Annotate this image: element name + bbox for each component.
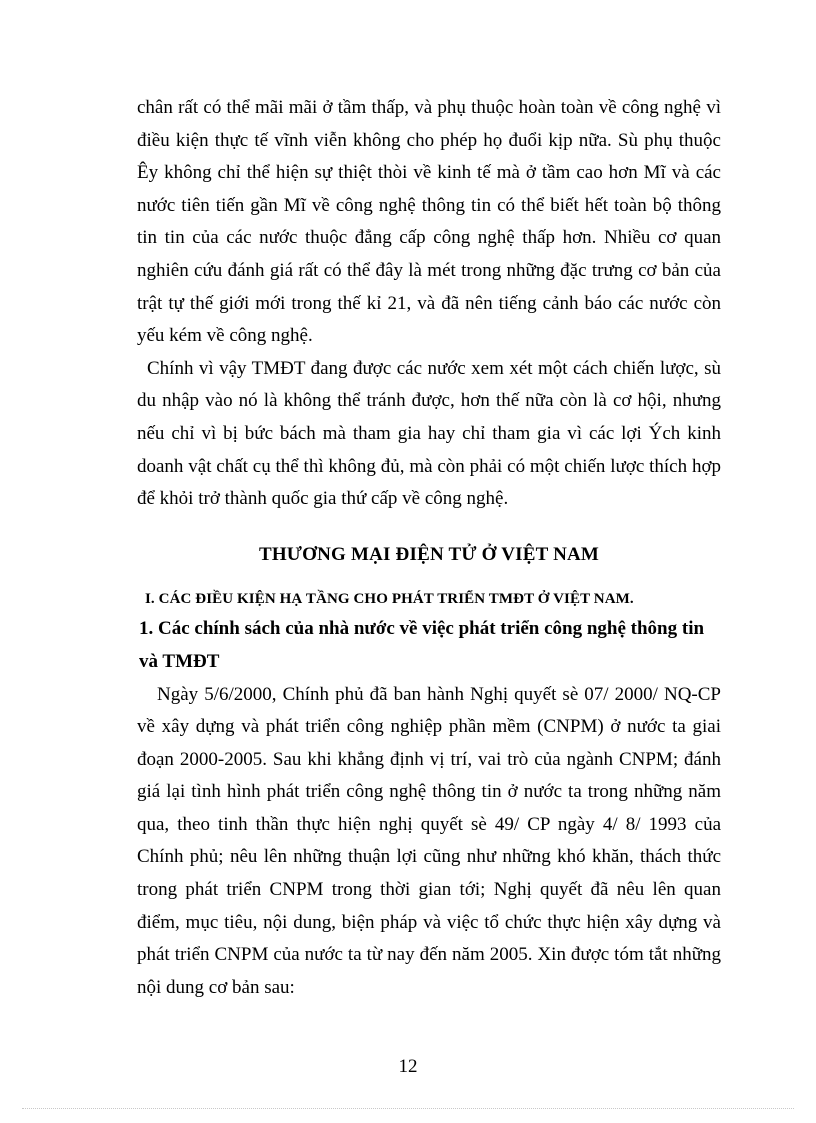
page-number: 12 xyxy=(398,1056,418,1077)
subsection-heading: 1. Các chính sách của nhà nước về việc phát triển công nghệ thông tin và TMĐT xyxy=(139,618,705,672)
chapter-heading: THƯƠNG MẠI ĐIỆN TỬ Ở VIỆT NAM xyxy=(258,543,600,565)
page-bottom-divider xyxy=(22,1108,794,1109)
body-paragraph: Chính vì vậy TMĐT đang được các nước xem xét một cách chiến lược, sù du nhập vào nó là không thể tránh được, hơn thế nữa còn là cơ hội, nhưng nếu chỉ vì bị bức bách mà tham gia hay chỉ tham gia vì các lợi Ých kinh doanh vật chất cụ thể thì không đủ, mà còn phải có một chiến lược thích hợp để khỏi trở thành quốc gia thứ cấp về công nghệ. xyxy=(137,357,721,510)
section-heading: I. CÁC ĐIỀU KIỆN HẠ TẦNG CHO PHÁT TRIỂN TMĐT Ở VIỆT NAM. xyxy=(145,591,634,608)
body-paragraph: chân rất có thể mãi mãi ở tầm thấp, và phụ thuộc hoàn toàn về công nghệ vì điều kiện thực tế vĩnh viễn không cho phép họ đuổi kịp nữa. Sù phụ thuộc Êy không chỉ thể hiện sự thiệt thòi về kinh tế mà ở tầm cao hơn Mĩ và các nước tiên tiến gần Mĩ về công nghệ thông tin có thể biết hết toàn bộ thông tin tin của các nước thuộc đẳng cấp công nghệ thấp hơn. Nhiều cơ quan nghiên cứu đánh giá rất có thể đây là mét trong những đặc trưng cơ bản của trật tự thế giới mới trong thế kỉ 21, và đã nên tiếng cảnh báo các nước còn yếu kém về công nghệ. xyxy=(137,97,721,347)
body-paragraph: Ngày 5/6/2000, Chính phủ đã ban hành Nghị quyết sè 07/ 2000/ NQ-CP về xây dựng và phát triển công nghiệp phần mềm (CNPM) ở nước ta giai đoạn 2000-2005. Sau khi khẳng định vị trí, vai trò của ngành CNPM; đánh giá lại tình hình phát triển công nghệ thông tin ở nước ta trong những năm qua, theo tinh thần thực hiện nghị quyết sè 49/ CP ngày 4/ 8/ 1993 của Chính phủ; nêu lên những thuận lợi cũng như những khó khăn, thách thức trong phát triển CNPM trong thời gian tới; Nghị quyết đã nêu lên quan điểm, mục tiêu, nội dung, biện pháp và việc tổ chức thực hiện xây dựng và phát triển CNPM của nước ta từ nay đến năm 2005. Xin được tóm tắt những nội dung cơ bản sau: xyxy=(137,683,721,998)
page-body xyxy=(137,92,721,1004)
